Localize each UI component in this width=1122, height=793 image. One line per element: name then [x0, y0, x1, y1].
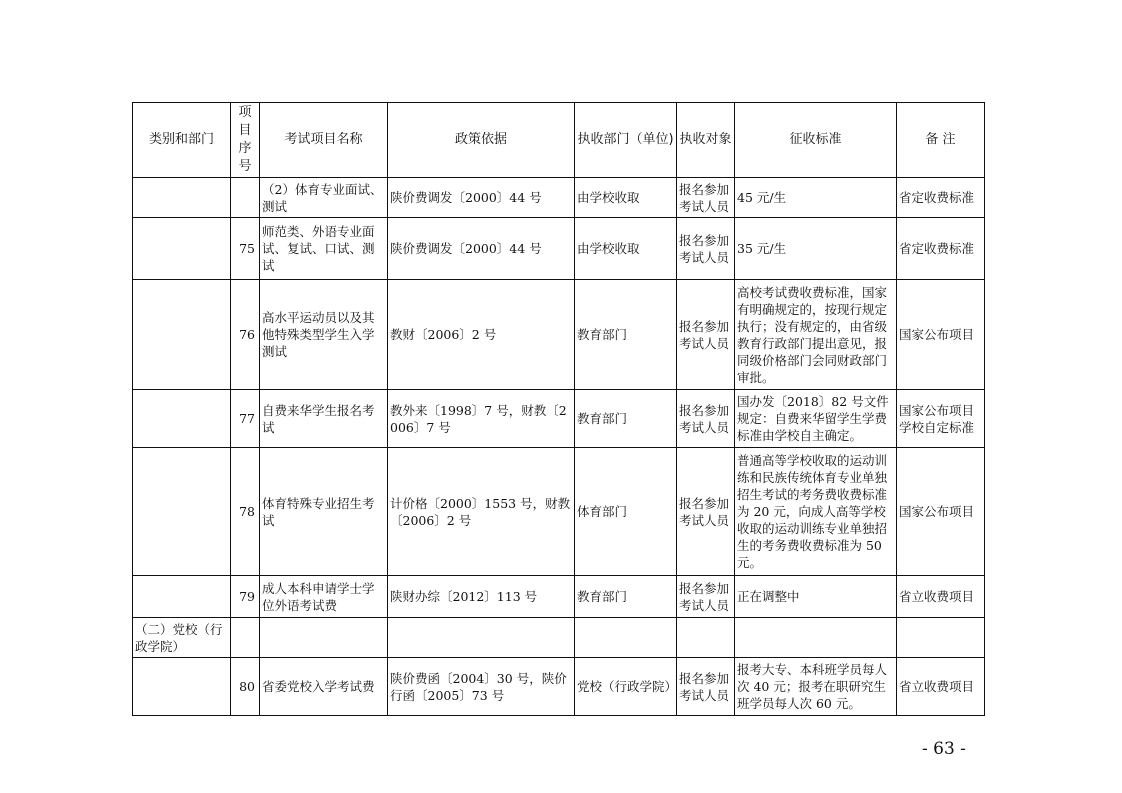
cell-category [133, 280, 231, 390]
cell-dept: 由学校收取 [575, 218, 677, 280]
cell-basis: 陕价费函〔2004〕30 号，陕价行函〔2005〕73 号 [388, 658, 575, 716]
header-name: 考试项目名称 [260, 103, 388, 178]
cell-target: 报名参加考试人员 [677, 448, 735, 576]
table-header-row [133, 103, 985, 178]
page-number: - 63 - [922, 739, 966, 759]
cell-number: 77 [231, 390, 260, 448]
cell-note: 国家公布项目学校自定标准 [897, 390, 985, 448]
cell-number [231, 178, 260, 218]
cell-category [133, 178, 231, 218]
table-row [133, 390, 985, 448]
cell-dept: 党校（行政学院） [575, 658, 677, 716]
cell-target: 报名参加考试人员 [677, 178, 735, 218]
cell-basis: 教财〔2006〕2 号 [388, 280, 575, 390]
cell-basis: 计价格〔2000〕1553 号，财教〔2006〕2 号 [388, 448, 575, 576]
cell-number: 79 [231, 576, 260, 618]
table-row [133, 618, 985, 658]
table-row [133, 658, 985, 716]
cell-standard [735, 618, 897, 658]
table-row [133, 218, 985, 280]
cell-name: 师范类、外语专业面试、复试、口试、测试 [260, 218, 388, 280]
cell-target [677, 618, 735, 658]
cell-category [133, 658, 231, 716]
cell-category [133, 218, 231, 280]
cell-dept: 教育部门 [575, 280, 677, 390]
cell-name: 省委党校入学考试费 [260, 658, 388, 716]
cell-dept: 教育部门 [575, 576, 677, 618]
cell-note: 省立收费项目 [897, 576, 985, 618]
cell-name: 自费来华学生报名考试 [260, 390, 388, 448]
cell-name: 体育特殊专业招生考试 [260, 448, 388, 576]
header-basis: 政策依据 [388, 103, 575, 178]
cell-basis: 陕价费调发〔2000〕44 号 [388, 218, 575, 280]
cell-basis: 陕财办综〔2012〕113 号 [388, 576, 575, 618]
cell-dept: 由学校收取 [575, 178, 677, 218]
table-row [133, 576, 985, 618]
cell-note [897, 618, 985, 658]
cell-name: （2）体育专业面试、测试 [260, 178, 388, 218]
cell-target: 报名参加考试人员 [677, 218, 735, 280]
header-dept: 执收部门（单位) [575, 103, 677, 178]
cell-note: 国家公布项目 [897, 448, 985, 576]
cell-standard: 35 元/生 [735, 218, 897, 280]
fee-schedule-table [132, 102, 985, 716]
table-row [133, 280, 985, 390]
table-row [133, 178, 985, 218]
header-note: 备 注 [897, 103, 985, 178]
cell-note: 国家公布项目 [897, 280, 985, 390]
cell-note: 省定收费标准 [897, 178, 985, 218]
cell-standard: 报考大专、本科班学员每人次 40 元；报考在职研究生班学员每人次 60 元。 [735, 658, 897, 716]
header-number: 项目序号 [231, 103, 260, 178]
cell-standard: 正在调整中 [735, 576, 897, 618]
cell-target: 报名参加考试人员 [677, 658, 735, 716]
header-standard: 征收标准 [735, 103, 897, 178]
cell-standard: 45 元/生 [735, 178, 897, 218]
cell-name: 成人本科申请学士学位外语考试费 [260, 576, 388, 618]
table-row [133, 448, 985, 576]
header-target: 执收对象 [677, 103, 735, 178]
cell-number: 80 [231, 658, 260, 716]
cell-name [260, 618, 388, 658]
cell-target: 报名参加考试人员 [677, 280, 735, 390]
header-category: 类别和部门 [133, 103, 231, 178]
cell-number [231, 618, 260, 658]
cell-name: 高水平运动员以及其他特殊类型学生入学测试 [260, 280, 388, 390]
cell-number: 76 [231, 280, 260, 390]
cell-category [133, 576, 231, 618]
cell-dept: 体育部门 [575, 448, 677, 576]
cell-note: 省立收费项目 [897, 658, 985, 716]
cell-standard: 高校考试费收费标准，国家有明确规定的，按现行规定执行；没有规定的，由省级教育行政部门提出意见，报同级价格部门会同财政部门审批。 [735, 280, 897, 390]
cell-standard: 普通高等学校收取的运动训练和民族传统体育专业单独招生考试的考务费收费标准为 20 元，向成人高等学校收取的运动训练专业单独招生的考务费收费标准为 50 元。 [735, 448, 897, 576]
cell-standard: 国办发〔2018〕82 号文件规定：自费来华留学生学费标准由学校自主确定。 [735, 390, 897, 448]
cell-number: 78 [231, 448, 260, 576]
cell-dept [575, 618, 677, 658]
cell-basis [388, 618, 575, 658]
cell-basis: 陕价费调发〔2000〕44 号 [388, 178, 575, 218]
cell-target: 报名参加考试人员 [677, 390, 735, 448]
cell-category: （二）党校（行政学院） [133, 618, 231, 658]
cell-dept: 教育部门 [575, 390, 677, 448]
cell-category [133, 390, 231, 448]
cell-note: 省定收费标准 [897, 218, 985, 280]
cell-target: 报名参加考试人员 [677, 576, 735, 618]
cell-basis: 教外来〔1998〕7 号，财教〔2006〕7 号 [388, 390, 575, 448]
cell-category [133, 448, 231, 576]
cell-number: 75 [231, 218, 260, 280]
